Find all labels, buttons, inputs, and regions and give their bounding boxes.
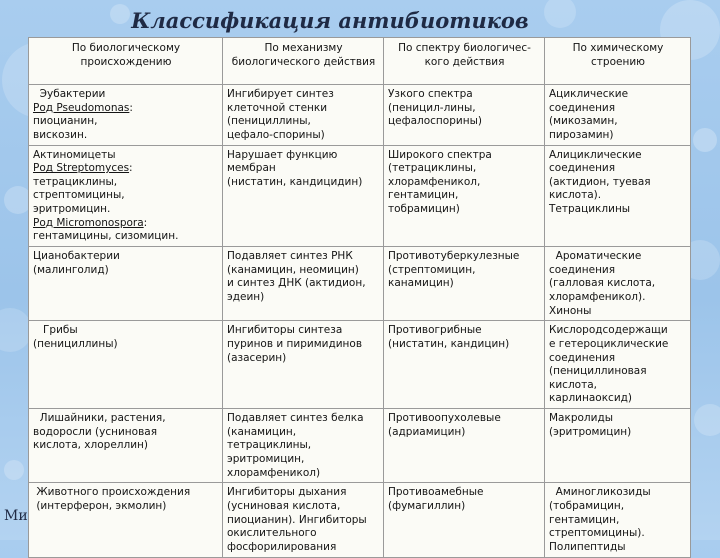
table-cell-origin	[29, 483, 223, 557]
table-cell-origin	[29, 321, 223, 409]
cell-line: тобрамицин)	[388, 203, 460, 216]
cell-line: Узкого спектра	[388, 88, 473, 100]
cell-line: цефало-спорины)	[227, 128, 325, 141]
column-header-origin: По биологическому происхождению	[29, 38, 223, 85]
cell-line: клеточной стенки	[227, 101, 328, 114]
column-header-chemistry: По химическому строению	[545, 38, 691, 85]
table-row	[29, 145, 691, 246]
cell-line: карлинаоксид)	[549, 392, 632, 405]
cell-line: (галловая кислота,	[549, 277, 656, 290]
table-cell-mechanism	[223, 483, 384, 557]
footer-label: Ми	[4, 508, 28, 524]
cell-line: Тетрациклины	[549, 203, 631, 216]
cell-line: Кислородсодержащи	[549, 324, 668, 337]
cell-line: Нарушает функцию	[227, 148, 338, 161]
table-cell-chemistry	[545, 483, 691, 557]
cell-line: Подавляет синтез РНК	[227, 250, 353, 263]
cell-line: Род Micromonospora:	[33, 216, 148, 229]
table-cell-chemistry	[545, 409, 691, 483]
table-cell-origin	[29, 409, 223, 483]
cell-line: (интерферон, экмолин)	[33, 499, 167, 512]
cell-line: эритромицин,	[227, 453, 305, 466]
cell-line: Ингибиторы синтеза	[227, 324, 343, 337]
table-cell-mechanism	[223, 247, 384, 321]
cell-line: Подавляет синтез белка	[227, 412, 364, 425]
cell-line: (усниновая кислота,	[227, 499, 341, 512]
table-cell-origin	[29, 85, 223, 146]
table-cell-spectrum	[384, 321, 545, 409]
table-row	[29, 321, 691, 409]
cell-line: пирозамин)	[549, 128, 614, 141]
antibiotic-classification-table	[28, 37, 691, 558]
cell-line: Род Streptomyces:	[33, 162, 133, 175]
cell-line: (канамицин, неомицин)	[227, 263, 359, 276]
cell-line: мембран	[227, 162, 276, 175]
cell-line: (эритромицин)	[549, 425, 632, 438]
table-cell-mechanism	[223, 409, 384, 483]
cell-line: (микозамин,	[549, 115, 618, 128]
cell-line: водоросли (усниновая	[33, 425, 158, 438]
cell-line: Ингибиторы дыхания	[227, 486, 347, 499]
cell-line: кислота,	[549, 378, 597, 391]
cell-line: Аминогликозиды	[549, 486, 651, 499]
cell-line: Широкого спектра	[388, 148, 492, 161]
cell-line: Эубактерии	[33, 88, 106, 100]
cell-line: гентамицин,	[388, 189, 459, 202]
cell-line: Противогрибные	[388, 324, 482, 337]
slide-title: Классификация антибиотиков	[131, 8, 529, 33]
cell-line: виcкозин.	[33, 128, 88, 141]
table-cell-mechanism	[223, 145, 384, 246]
table-cell-chemistry	[545, 321, 691, 409]
cell-line: Хиноны	[549, 304, 592, 317]
cell-line: стрептомицины,	[33, 189, 125, 202]
cell-line: (канамицин,	[227, 425, 297, 438]
table-cell-spectrum	[384, 483, 545, 557]
table-cell-spectrum	[384, 85, 545, 146]
cell-line: (тетрациклины,	[388, 162, 477, 175]
cell-line: (нистатин, кандицидин)	[227, 175, 363, 188]
cell-line: стрептомицины).	[549, 527, 645, 540]
cell-line: (пенициллины)	[33, 337, 118, 350]
table-cell-spectrum	[384, 409, 545, 483]
table-cell-chemistry	[545, 145, 691, 246]
cell-line: Ароматические	[549, 250, 642, 263]
table-row	[29, 247, 691, 321]
table-cell-origin	[29, 145, 223, 246]
column-header-mechanism: По механизму биологического действия	[223, 38, 384, 85]
cell-line: Цианобактерии	[33, 250, 120, 263]
cell-line: (нистатин, кандицин)	[388, 337, 510, 350]
table-header-row	[29, 38, 691, 85]
cell-line: пуринов и пиримидинов	[227, 337, 363, 350]
table-cell-spectrum	[384, 145, 545, 246]
cell-line: фосфорилирования	[227, 540, 337, 553]
cell-line: цефалоспорины)	[388, 115, 482, 128]
cell-line: (азасерин)	[227, 351, 287, 364]
cell-line: хлорамфеникол)	[227, 466, 321, 479]
cell-line: соединения	[549, 351, 616, 364]
cell-line: Противоопухолевые	[388, 412, 501, 425]
cell-line: соединения	[549, 263, 616, 276]
table-cell-spectrum	[384, 247, 545, 321]
cell-line: (пенициллины,	[227, 115, 311, 128]
cell-line: гентамицины, сизомицин.	[33, 230, 179, 243]
cell-line: (стрептомицин,	[388, 263, 476, 276]
cell-line: (пенициллиновая	[549, 365, 647, 378]
cell-line: соединения	[549, 101, 616, 114]
table-row	[29, 409, 691, 483]
cell-line: соединения	[549, 162, 616, 175]
cell-line: эритромицин.	[33, 203, 111, 216]
cell-line: пиоцианин). Ингибиторы	[227, 513, 367, 526]
table-row	[29, 85, 691, 146]
cell-line: тетрациклины,	[33, 175, 118, 188]
cell-line: канамицин)	[388, 277, 454, 290]
cell-line: (тобрамицин,	[549, 499, 625, 512]
cell-line: Макролиды	[549, 412, 614, 425]
cell-line: (адриамицин)	[388, 425, 466, 438]
cell-line: эдеин)	[227, 290, 265, 303]
cell-line: Противоамебные	[388, 486, 484, 499]
cell-line: (малинголид)	[33, 263, 109, 276]
cell-line: пиоцианин,	[33, 115, 98, 128]
cell-line: Грибы	[33, 324, 78, 337]
cell-line: (пеницил-лины,	[388, 101, 476, 114]
cell-line: (фумагиллин)	[388, 499, 466, 512]
cell-line: хлорамфеникол).	[549, 290, 646, 303]
cell-line: Ациклические	[549, 88, 629, 100]
cell-line: Алициклические	[549, 148, 642, 161]
cell-line: Противотуберкулезные	[388, 250, 520, 263]
cell-line: е гетероциклические	[549, 337, 669, 350]
cell-line: (актидион, туевая	[549, 175, 651, 188]
table-cell-origin	[29, 247, 223, 321]
table-cell-chemistry	[545, 247, 691, 321]
cell-line: кислота).	[549, 189, 602, 202]
cell-line: Лишайники, растения,	[33, 412, 166, 425]
table-cell-mechanism	[223, 321, 384, 409]
column-header-spectrum: По спектру биологичес- кого действия	[384, 38, 545, 85]
cell-line: тетрациклины,	[227, 439, 312, 452]
cell-line: Актиномицеты	[33, 148, 116, 161]
cell-line: Ингибирует синтез	[227, 88, 334, 100]
cell-line: Животного происхождения	[33, 486, 191, 499]
cell-line: окислительного	[227, 527, 317, 540]
table-row	[29, 483, 691, 557]
cell-line: Род Pseudomonas:	[33, 101, 133, 114]
cell-line: и синтез ДНК (актидион,	[227, 277, 366, 290]
table-cell-chemistry	[545, 85, 691, 146]
table-cell-mechanism	[223, 85, 384, 146]
cell-line: гентамицин,	[549, 513, 620, 526]
cell-line: Полипептиды	[549, 540, 626, 553]
cell-line: хлорамфеникол,	[388, 175, 481, 188]
cell-line: кислота, хлореллин)	[33, 439, 148, 452]
